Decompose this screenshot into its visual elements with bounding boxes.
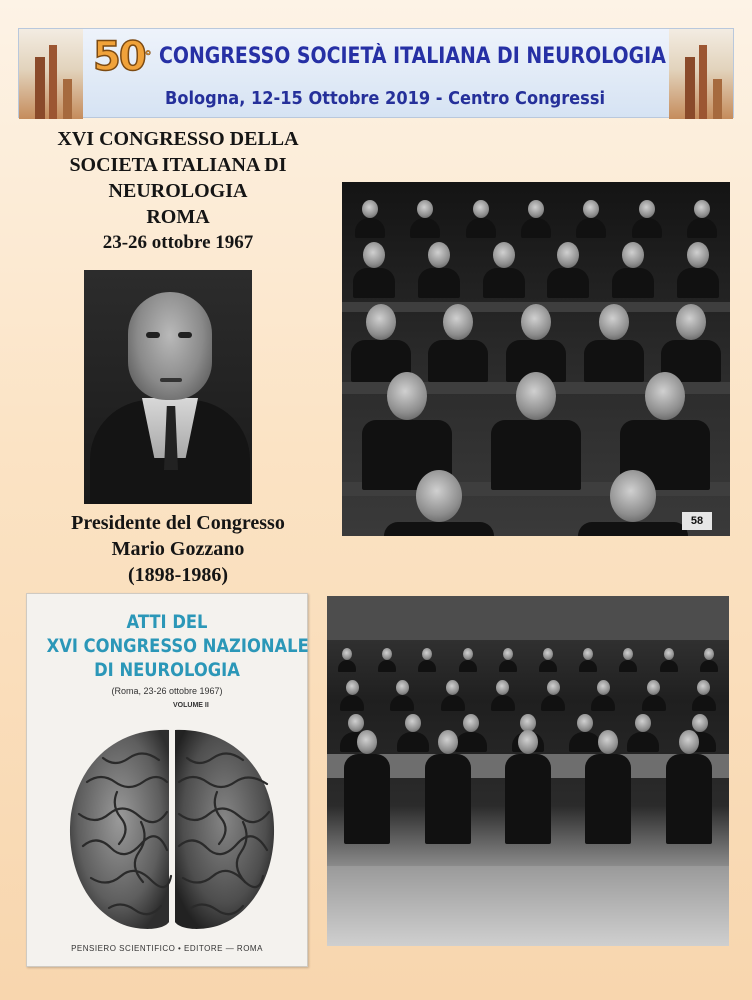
book-title-line: ATTI DEL bbox=[126, 611, 208, 633]
fiftieth-badge: 50° bbox=[93, 34, 150, 80]
book-title-line: DI NEUROLOGIA bbox=[94, 659, 240, 681]
congress-banner bbox=[18, 28, 734, 118]
congress-title bbox=[28, 126, 328, 256]
president-name: Mario Gozzano bbox=[111, 538, 245, 560]
congress-poster-thumbnail-right bbox=[669, 29, 733, 119]
banner-subtitle: Bologna, 12-15 Ottobre 2019 - Centro Congressi bbox=[164, 88, 606, 109]
book-publisher: PENSIERO SCIENTIFICO • EDITORE — ROMA bbox=[71, 944, 263, 953]
banner-title: CONGRESSO SOCIETÀ ITALIANA DI NEUROLOGIA bbox=[159, 44, 666, 69]
attendee-badge-number: 58 bbox=[682, 512, 712, 530]
president-years: (1898-1986) bbox=[128, 564, 228, 586]
congress-poster-thumbnail-left bbox=[19, 29, 83, 119]
proceedings-book-cover bbox=[26, 593, 308, 967]
congress-title-line: XVI CONGRESSO DELLA bbox=[57, 128, 299, 150]
brain-illustration bbox=[57, 722, 287, 932]
congress-title-line: SOCIETA ITALIANA DI bbox=[69, 154, 287, 176]
book-volume: VOLUME II bbox=[173, 702, 209, 709]
president-role: Presidente del Congresso bbox=[71, 512, 285, 534]
congress-title-line: ROMA bbox=[146, 206, 210, 228]
book-title-line: XVI CONGRESSO NAZIONALE bbox=[46, 635, 309, 657]
congress-title-line: NEUROLOGIA bbox=[108, 180, 248, 202]
book-title bbox=[27, 610, 307, 682]
audience-photo-bottom bbox=[327, 596, 729, 946]
audience-photo-top bbox=[342, 182, 730, 536]
book-subtitle: (Roma, 23-26 ottobre 1967) bbox=[111, 686, 223, 696]
congress-dates: 23-26 ottobre 1967 bbox=[102, 232, 254, 253]
president-portrait-photo bbox=[84, 270, 252, 504]
president-caption bbox=[20, 510, 336, 588]
